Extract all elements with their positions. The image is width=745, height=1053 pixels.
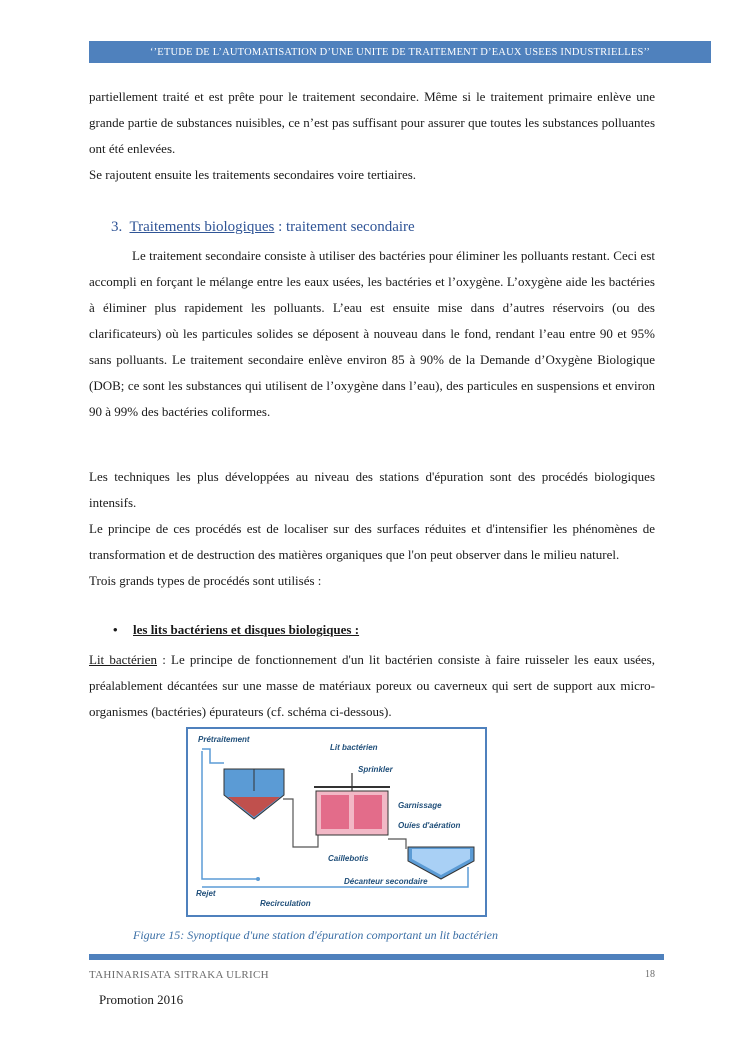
bullet-item xyxy=(113,622,359,638)
bed-packing-right xyxy=(354,795,382,829)
running-header xyxy=(89,41,711,63)
paragraph-text: partiellement traité et est prête pour le traitement secondaire. Même si le traitement primaire enlève une grande partie de substances nuisibles, ce n’est pas suffisant pour assurer que toutes les substances polluantes ont été enlevées. xyxy=(89,89,655,156)
footer-rule xyxy=(89,954,664,960)
page-number: 18 xyxy=(645,969,655,980)
pretreatment-pipe xyxy=(202,749,224,763)
bullet-icon: • xyxy=(113,622,118,637)
label-pretraitement: Prétraitement xyxy=(198,735,250,744)
footer-author: TAHINARISATA SITRAKA ULRICH xyxy=(89,969,269,981)
figure-caption: Figure 15: Synoptique d'une station d'épuration comportant un lit bactérien xyxy=(133,928,498,942)
paragraph-text: Le traitement secondaire consiste à utiliser des bactéries pour éliminer les polluants restant. Ceci est accompli en forçant le mélange entre les eaux usées, les bactéries et l’oxygène. L’oxygène aide les bactéries à éliminer plus rapidement les polluants. L’eau est ensuite mise dans d’autres réservoirs (ou des clarificateurs) où les particules solides se déposent à nouveau dans le fond, rendant l’eau entre 90 et 95% sans polluants. Le traitement secondaire enlève environ 85 à 90% de la Demande d’Oxygène Biologique (DOB; ce sont les substances qui utilisent de l’oxygène dans l’eau), des particules en suspensions et environ 90 à 99% des bactéries coliformes. xyxy=(89,248,655,419)
paragraph-text: Se rajoutent ensuite les traitements secondaires voire tertiaires. xyxy=(89,167,417,182)
bullet-text: les lits bactériens et disques biologiques : xyxy=(133,622,360,637)
paragraph-rest: : Le principe de fonctionnement d'un lit bactérien consiste à faire ruisseler les eaux usées, préalablement décantées sur une masse de matériaux poreux ou caverneux qui sert de support aux micro-organismes (bactéries) épurateurs (cf. schéma ci-dessous). xyxy=(89,652,655,719)
label-recirculation: Recirculation xyxy=(260,899,311,908)
header-title: ‘’ETUDE DE L’AUTOMATISATION D’UNE UNITE DE TRAITEMENT D’EAUX USEES INDUSTRIELLES’’ xyxy=(149,46,651,58)
footer-promotion: Promotion 2016 xyxy=(99,992,184,1007)
paragraph-text xyxy=(89,647,655,725)
secondary-water xyxy=(412,849,470,875)
label-rejet: Rejet xyxy=(196,889,216,898)
paragraph-lit-bacterien xyxy=(89,647,655,725)
label-garnissage: Garnissage xyxy=(398,801,442,810)
label-sprinkler: Sprinkler xyxy=(358,765,393,774)
section-title-rest: : traitement secondaire xyxy=(274,219,415,235)
paragraph-text: Les techniques les plus développées au niveau des stations d'épuration sont des procédés biologiques intensifs. xyxy=(89,469,655,510)
section-number: 3. xyxy=(111,219,123,235)
transfer-pipe xyxy=(283,799,318,847)
outflow-pipe xyxy=(388,839,406,849)
paragraph-text: Trois grands types de procédés sont utilisés : xyxy=(89,573,322,588)
primary-sludge xyxy=(228,797,280,817)
section-heading xyxy=(111,219,415,236)
section-title-underlined: Traitements biologiques xyxy=(129,219,275,235)
figure-diagram xyxy=(186,727,487,917)
paragraph-techniques xyxy=(89,464,655,594)
paragraph-secondary-treatment xyxy=(89,243,655,425)
label-caillebotis: Caillebotis xyxy=(328,854,369,863)
term-underlined: Lit bactérien xyxy=(89,652,157,667)
bed-packing-left xyxy=(321,795,349,829)
recirculation-point xyxy=(256,877,260,881)
paragraph-intro xyxy=(89,84,655,188)
paragraph-text: Le principe de ces procédés est de localiser sur des surfaces réduites et d'intensifier les phénomènes de transformation et de destruction des matières organiques que l'on peut observer dans le milieu naturel. xyxy=(89,521,655,562)
label-ouies: Ouïes d'aération xyxy=(398,821,461,830)
label-decanteur: Décanteur secondaire xyxy=(344,877,428,886)
label-lit-bacterien: Lit bactérien xyxy=(330,743,378,752)
